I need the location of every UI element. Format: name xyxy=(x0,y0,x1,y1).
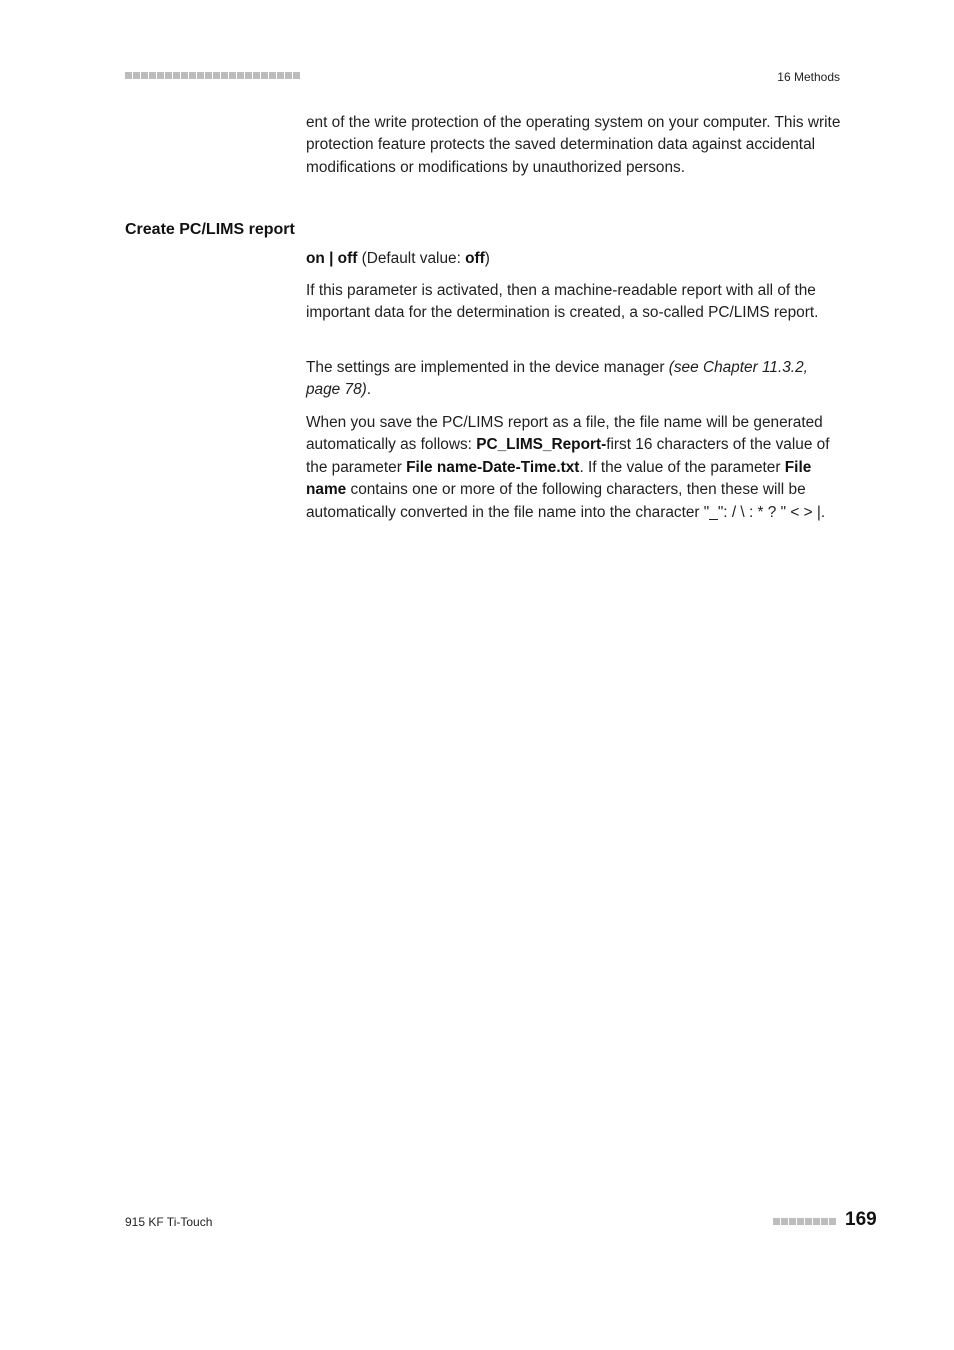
header-decorative-squares xyxy=(125,72,300,79)
parameter-values xyxy=(306,248,846,270)
chapter-label: 16 Methods xyxy=(777,70,840,84)
value-off: off xyxy=(337,250,358,267)
filename-text-3: . If the value of the parameter xyxy=(579,458,785,476)
filename-prefix: PC_LIMS_Report- xyxy=(476,436,607,454)
value-separator: | xyxy=(324,250,338,267)
activation-paragraph xyxy=(306,280,846,325)
filename-pattern: File name-Date-Time.txt xyxy=(406,458,580,476)
default-suffix: ) xyxy=(484,250,490,267)
filename-paragraph xyxy=(306,412,846,524)
default-prefix: (Default value: xyxy=(357,250,466,267)
default-value: off xyxy=(465,250,485,267)
filename-text-1: When you save the PC/LIMS report as a file, the file name will be generated automatically as follows: xyxy=(306,414,823,454)
settings-paragraph xyxy=(306,357,846,402)
settings-end: . xyxy=(366,381,372,399)
intro-paragraph xyxy=(306,112,846,179)
intro-paragraph-text: ent of the write protection of the operating system on your computer. This write protection feature protects the saved determination data against accidental modifications or modifications by unauthorized persons. xyxy=(306,114,841,176)
filename-text-4: contains one or more of the following characters, then these will be automatically converted in the file name into the character "_": / \ : * ? " < > |. xyxy=(306,481,826,521)
product-name: 915 KF Ti-Touch xyxy=(125,1215,213,1229)
settings-text: The settings are implemented in the device manager xyxy=(306,359,669,376)
filename-parameter: File name xyxy=(306,458,812,499)
footer-decorative-squares xyxy=(773,1218,836,1225)
filename-text-2: first 16 characters of the value of the parameter xyxy=(306,436,830,476)
section-heading: Create PC/LIMS report xyxy=(125,221,295,238)
page-number: 169 xyxy=(845,1209,877,1230)
chapter-reference-link[interactable]: (see Chapter 11.3.2, page 78) xyxy=(306,359,808,399)
activation-paragraph-text: If this parameter is activated, then a machine-readable report with all of the important data for the determination is created, a so-called PC/LIMS report. xyxy=(306,282,819,322)
value-on: on xyxy=(306,250,325,267)
